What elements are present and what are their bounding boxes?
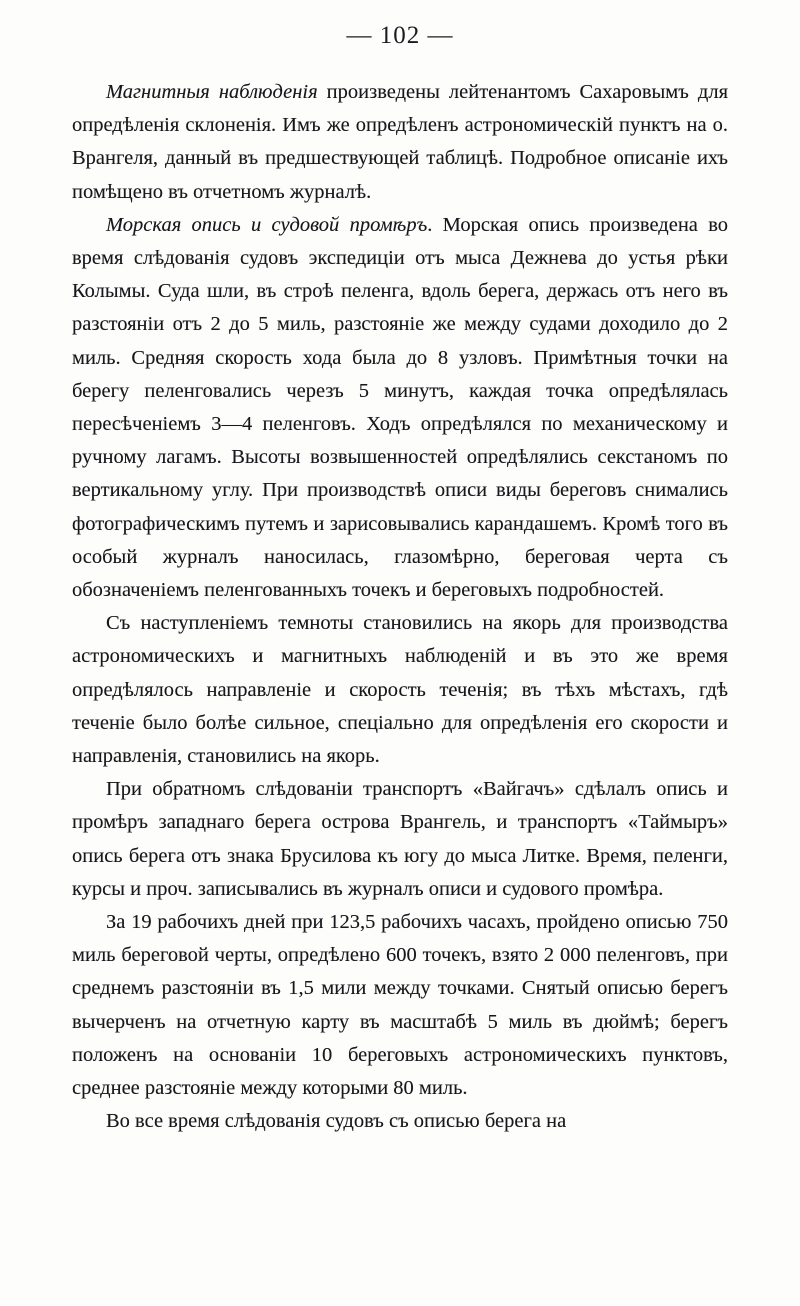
paragraph-3-text: Съ наступленіемъ темноты становились на якорь для производства астрономическихъ и магнитныхъ наблюденій и въ это же время опредѣлялось направленіе и скорость теченія; въ тѣхъ мѣстахъ, гдѣ теченіе было болѣе сильное, спеціально для опредѣленія его скорости и направленія, становились на якорь. [72,612,728,768]
paragraph-4 [72,773,728,906]
paragraph-2-lead: Морская опись и судовой промѣръ [106,213,428,236]
paragraph-5-text: За 19 рабочихъ дней при 123,5 рабочихъ часахъ, пройдено описью 750 миль береговой черты, опредѣлено 600 точекъ, взято 2 000 пеленговъ, при среднемъ разстояніи въ 1,5 мили между точками. Снятый описью берегъ вычерченъ на отчетную карту въ масштабѣ 5 миль въ дюймѣ; берегъ положенъ на основаніи 10 береговыхъ астрономическихъ пунктовъ, среднее разстояніе между которыми 80 миль. [72,911,728,1100]
paragraph-6-text: Во все время слѣдованія судовъ съ описью берега на [106,1110,567,1133]
paragraph-6 [72,1105,728,1138]
page-number-header: — 102 — [346,22,454,49]
paragraph-4-text: При обратномъ слѣдованіи транспортъ «Вайгачъ» сдѣлалъ опись и промѣръ западнаго берега острова Врангель, и транспортъ «Таймыръ» опись берега отъ знака Брусилова къ югу до мыса Литке. Время, пеленги, курсы и проч. записывались въ журналъ описи и судового промѣра. [72,778,728,900]
paragraph-1-lead: Магнитныя наблюденія [106,81,318,103]
paragraph-1-text: произведены лейтенантомъ Сахаровымъ для опредѣленія склоненія. Имъ же опредѣленъ астрономическій пунктъ на о. Врангеля, данный въ предшествующей таблицѣ. Подробное описаніе ихъ помѣщено въ отчетномъ журналѣ. [72,81,728,203]
paragraph-1 [72,76,728,209]
paragraph-3 [72,607,728,773]
paragraph-5 [72,906,728,1105]
page-body [72,76,728,1139]
paragraph-2-text: . Морская опись произведена во время слѣдованія судовъ экспедиціи отъ мыса Дежнева до устья рѣки Колымы. Суда шли, въ строѣ пеленга, вдоль берега, держась отъ него въ разстояніи отъ 2 до 5 миль, разстояніе же между судами доходило до 2 миль. Средняя скорость хода была до 8 узловъ. Примѣтныя точки на берегу пеленговались черезъ 5 минутъ, каждая точка опредѣлялась пересѣченіемъ 3—4 пеленговъ. Ходъ опредѣлялся по механическому и ручному лагамъ. Высоты возвышенностей опредѣлялись секстаномъ по вертикальному углу. При производствѣ описи виды береговъ снимались фотографическимъ путемъ и зарисовывались карандашемъ. Кромѣ того въ особый журналъ наносилась, глазомѣрно, береговая черта съ обозначеніемъ пеленгованныхъ точекъ и береговыхъ подробностей. [72,213,728,602]
paragraph-2 [72,209,728,607]
